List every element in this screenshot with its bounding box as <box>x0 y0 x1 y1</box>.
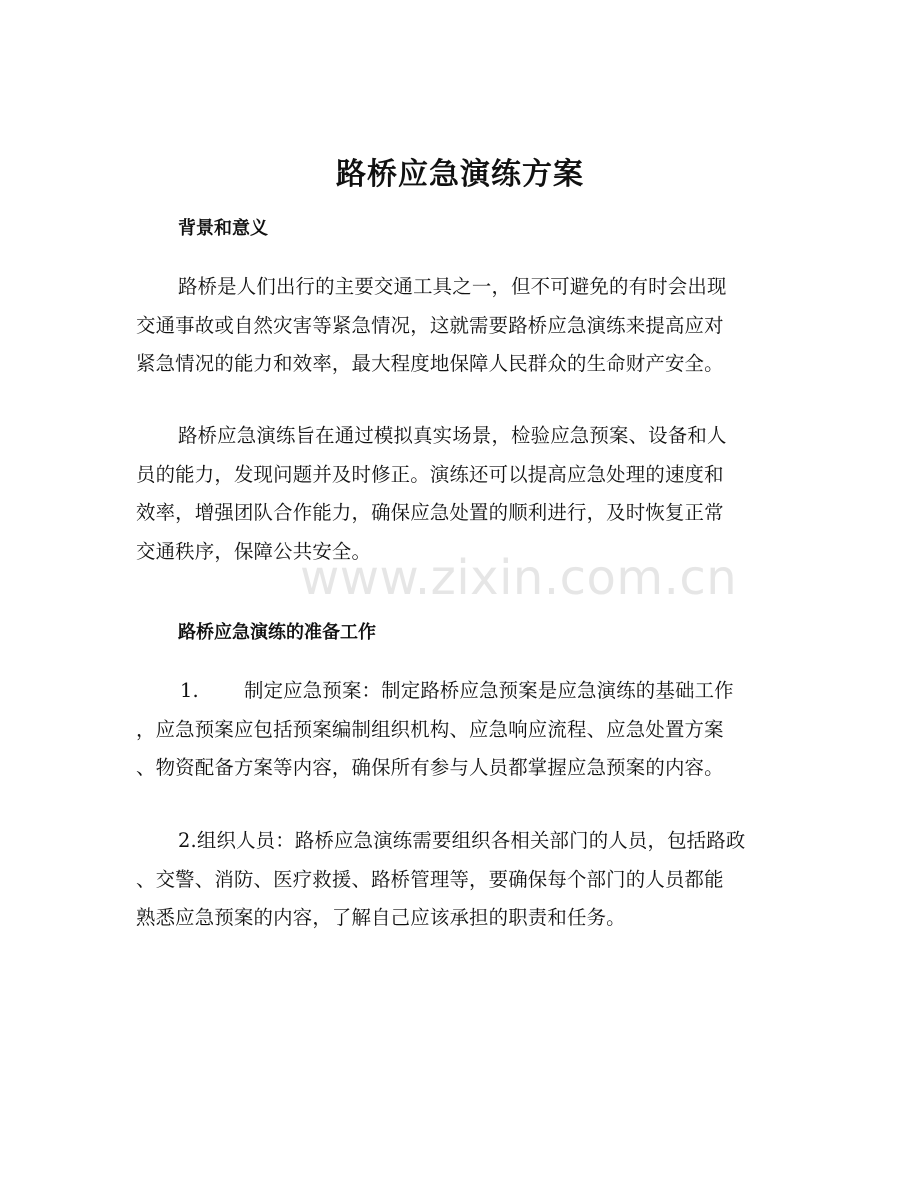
paragraph-line: 路桥应急演练旨在通过模拟真实场景，检验应急预案、设备和人 <box>178 424 727 447</box>
paragraph-line: ，应急预案应包括预案编制组织机构、应急响应流程、应急处置方案 <box>136 717 724 741</box>
section-heading-preparation: 路桥应急演练的准备工作 <box>178 622 376 643</box>
paragraph-line: 交通秩序，保障公共安全。 <box>136 539 372 563</box>
paragraph-line: 、物资配备方案等内容，确保所有参与人员都掌握应急预案的内容。 <box>136 756 724 779</box>
list-item-1 <box>136 672 776 788</box>
paragraph-line: 、交警、消防、医疗救援、路桥管理等，要确保每个部门的人员都能 <box>136 867 724 891</box>
paragraph-line: 2.组织人员：路桥应急演练需要组织各相关部门的人员，包括路政 <box>178 829 746 852</box>
paragraph-line: 熟悉应急预案的内容，了解自己应该承担的职责和任务。 <box>136 906 626 929</box>
section-heading-background: 背景和意义 <box>178 218 268 239</box>
paragraph-line: 员的能力，发现问题并及时修正。演练还可以提高应急处理的速度和 <box>136 462 724 486</box>
list-item-first-line <box>136 672 776 711</box>
paragraph-line: 交通事故或自然灾害等紧急情况，这就需要路桥应急演练来提高应对 <box>136 313 724 337</box>
list-item-2 <box>136 822 776 938</box>
paragraph-line: 紧急情况的能力和效率，最大程度地保障人民群众的生命财产安全。 <box>136 352 724 375</box>
document-title: 路桥应急演练方案 <box>336 157 584 192</box>
paragraph-line: 路桥是人们出行的主要交通工具之一，但不可避免的有时会出现 <box>178 275 727 298</box>
paragraph-background-1 <box>136 268 776 384</box>
paragraph-background-2 <box>136 417 776 571</box>
paragraph-line: 制定应急预案：制定路桥应急预案是应急演练的基础工作 <box>244 679 734 702</box>
paragraph-line: 效率，增强团队合作能力，确保应急处置的顺利进行，及时恢复正常 <box>136 501 724 524</box>
watermark-text: www.zixin.com.cn <box>300 550 738 606</box>
list-item-number: 1. <box>180 679 199 702</box>
